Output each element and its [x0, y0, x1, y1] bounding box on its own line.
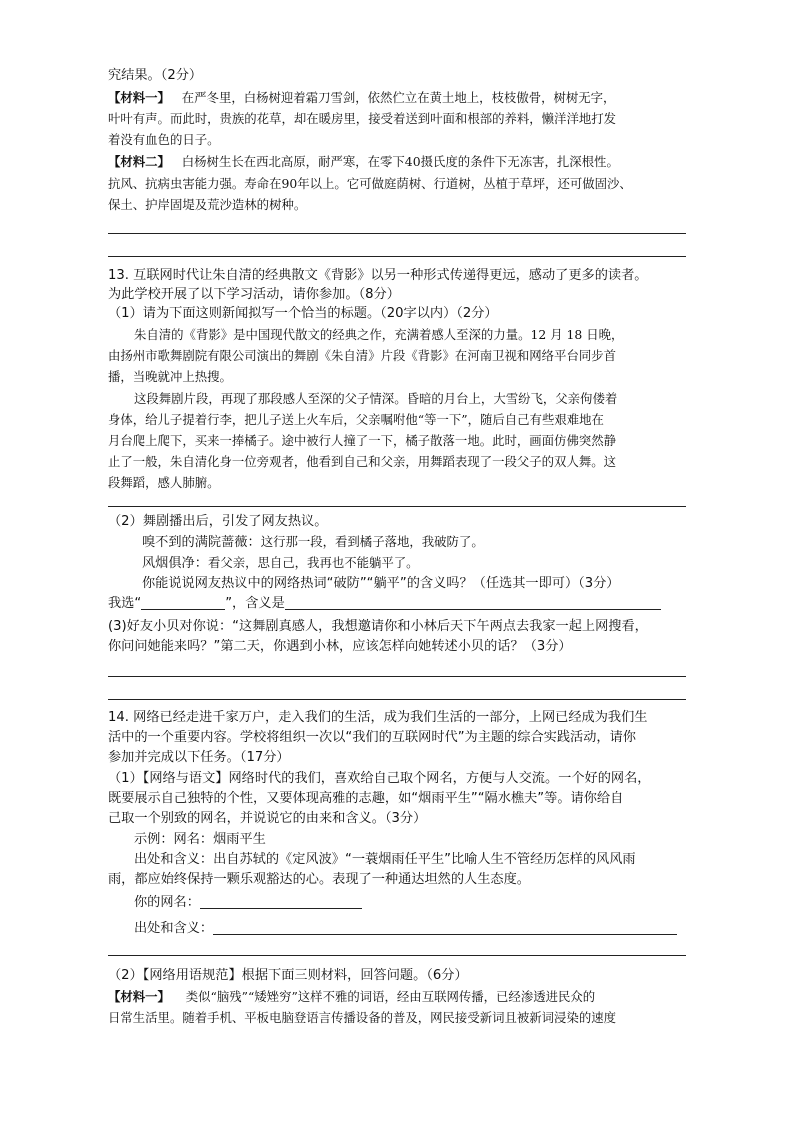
answer-line[interactable]: [108, 233, 686, 234]
comment-2-text: 看父亲，思自己，我再也不能躺平了。: [207, 555, 419, 570]
your-origin-blank[interactable]: [213, 920, 677, 935]
comment-2: [108, 553, 419, 573]
material-three-line1: 【材料一】 类似“脑残”“矮矬穷”这样不雅的词语，经由互联网传播，已经渗透进民众的: [108, 989, 596, 1004]
comment-1-text: 这行那一段，看到橘子落地，我破防了。: [260, 534, 484, 549]
answer-line[interactable]: [108, 506, 686, 507]
your-name-label: 你的网名：: [134, 895, 200, 910]
example-origin-line2: 雨，都应始终保持一颗乐观豁达的心。表现了一种通达坦然的人生态度。: [108, 872, 530, 887]
word-choice-blank[interactable]: [141, 595, 225, 610]
q14-part2: （2）【网络用语规范】根据下面三则材料，回答问题。（6分）: [108, 968, 468, 983]
your-name-row: [108, 893, 362, 912]
q13-part3-line2: 你问问她能来吗？”第二天，你遇到小林，应该怎样向她转述小贝的话？（3分）: [108, 639, 572, 654]
news-p2-line4: 止了一般，朱自清化身一位旁观者，他看到自己和父亲，用舞蹈表现了一段父子的双人舞。这: [108, 454, 617, 469]
example-name: 示例：网名：烟雨平生: [134, 832, 266, 847]
q14-part1-line2: 既要展示自己独特的个性，又要体现高雅的志趣，如“烟雨平生”“隔水樵夫”等。请你给自: [108, 791, 624, 806]
q14-part1-line3: 己取一个别致的网名，并说说它的由来和含义。（3分）: [108, 811, 427, 826]
comment-1: [108, 532, 484, 552]
material-three-line2: 日常生活里。随着手机、平板电脑登语言传播设备的普及，网民接受新词且被新词浸染的速度: [108, 1010, 617, 1025]
news-p2-line2: 身体，给儿子提着行李，把儿子送上火车后，父亲嘱咐他“等一下”，随后自己有些艰难地在: [108, 412, 604, 427]
answer-line[interactable]: [108, 955, 686, 956]
material-one-label: 【材料一】: [108, 90, 170, 105]
news-p1-line2: 由扬州市歌舞剧院有限公司演出的舞剧《朱自清》片段《背影》在河南卫视和网络平台同步首: [108, 348, 617, 363]
material-two-line1: 【材料二】 白杨树生长在西北高原，耐严寒，在零下40摄氏度的条件下无冻害，扎深根性。: [108, 154, 619, 169]
news-p1-line3: 播，当晚就冲上热搜。: [108, 369, 232, 384]
answer-line[interactable]: [108, 699, 686, 700]
material-one-line1: 【材料一】 在严冬里，白杨树迎着霜刀雪剑，依然伫立在黄土地上，枝枝傲骨，树树无字，: [108, 90, 616, 105]
meaning-blank[interactable]: [285, 595, 661, 610]
material-two-line2: 抗风、抗病虫害能力强。寿命在90年以上。它可做庭荫树、行道树，丛植于草坪，还可做固沙、: [108, 176, 632, 191]
q13-part2-question: 你能说说网友热议中的网络热词“破防”“躺平”的含义吗？（任选其一即可）（3分）: [142, 576, 620, 591]
q13-stem-line1: 13. 互联网时代让朱自清的经典散文《背影》以另一种形式传递得更远，感动了更多的读者。: [108, 268, 648, 283]
comment-2-user: 风烟俱净：: [142, 556, 208, 571]
news-p1-line1: 朱自清的《背影》是中国现代散文的经典之作，充满着感人至深的力量。12 月 18 日晚，: [134, 327, 624, 342]
q13-stem-line2: 为此学校开展了以下学习活动，请你参加。（8分）: [108, 287, 400, 302]
example-origin-line1: 出处和含义：出自苏轼的《定风波》“一蓑烟雨任平生”比喻人生不管经历怎样的风风雨: [134, 852, 636, 867]
material-two-line3: 保土、护岸固堤及荒沙造林的树种。: [108, 197, 307, 212]
q13-part2-answer-row: 我选“ ”，含义是: [108, 594, 661, 613]
material-two-label: 【材料二】: [108, 154, 170, 169]
q14-stem-line3: 参加并完成以下任务。（17分）: [108, 750, 290, 765]
q14-part1-line1: （1）【网络与语文】网络时代的我们，喜欢给自己取个网名，方便与人交流。一个好的网名，: [108, 771, 651, 786]
material-one-line2: 叶叶有声。而此时，贵族的花草，却在暖房里，接受着送到叶面和根部的养料，懒洋洋地打发: [108, 111, 617, 126]
q14-stem-line2: 活中的一个重要内容。学校将组织一次以“我们的互联网时代”为主题的综合实践活动，请你: [108, 730, 636, 745]
material-continuation: 究结果。（2分）: [108, 68, 203, 83]
material-three-label: 【材料一】: [108, 989, 170, 1004]
answer-line[interactable]: [108, 676, 686, 677]
q14-stem-line1: 14. 网络已经走进千家万户，走入我们的生活，成为我们生活的一部分，上网已经成为我们生: [108, 710, 648, 725]
answer-line[interactable]: [108, 256, 686, 257]
news-p2-line1: 这段舞剧片段，再现了那段感人至深的父子情深。昏暗的月台上，大雪纷飞，父亲佝偻着: [134, 391, 618, 406]
q13-part3-line1: (3)好友小贝对你说：“这舞剧真感人，我想邀请你和小林后天下午两点去我家一起上网搜看，: [108, 619, 648, 634]
news-p2-line5: 段舞蹈，感人肺腑。: [108, 475, 220, 490]
comment-1-user: 嗅不到的满院蔷薇：: [142, 535, 261, 550]
material-one-line3: 着没有血色的日子。: [108, 132, 220, 147]
news-p2-line3: 月台爬上爬下，买来一捧橘子。途中被行人撞了一下，橘子散落一地。此时，画面仿佛突然静: [108, 433, 617, 448]
your-origin-row: [108, 919, 677, 938]
your-name-blank[interactable]: [200, 894, 362, 909]
q13-part2: （2）舞剧播出后，引发了网友热议。: [108, 514, 328, 529]
your-origin-label: 出处和含义：: [134, 921, 214, 936]
q13-part1: （1）请为下面这则新闻拟写一个恰当的标题。（20字以内）（2分）: [108, 306, 498, 321]
